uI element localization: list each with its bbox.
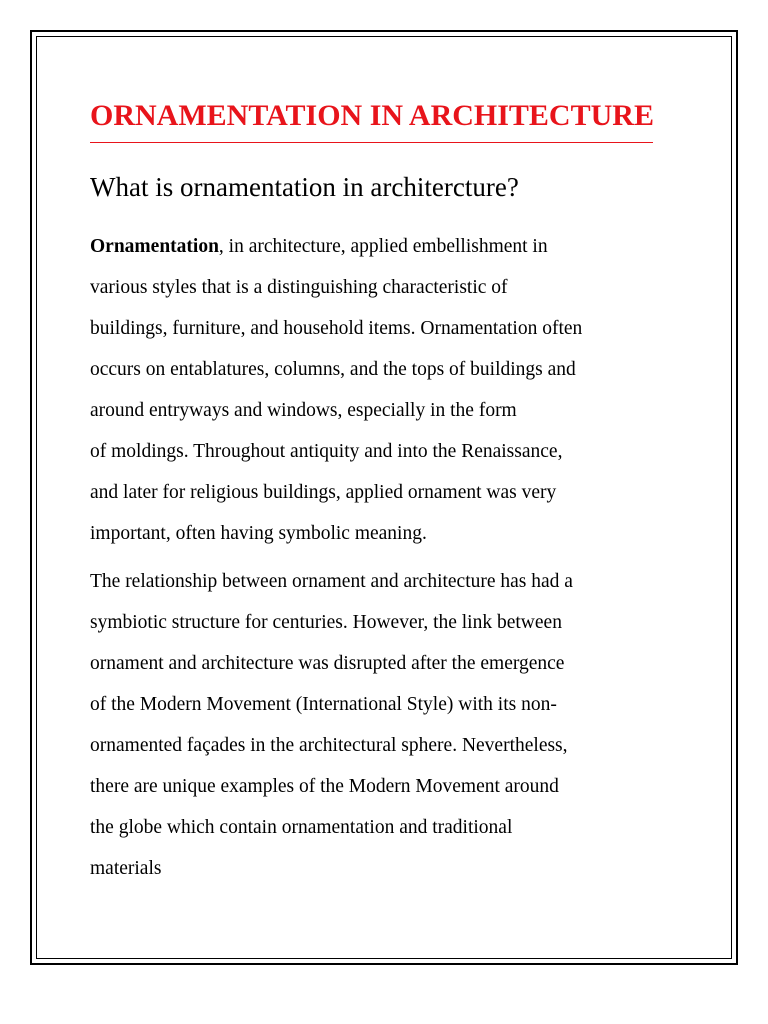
- paragraph-line: [90, 226, 690, 267]
- paragraph-definition: [90, 226, 690, 554]
- paragraph-line: ornament and architecture was disrupted after the emergence: [90, 653, 565, 674]
- section-heading: What is ornamentation in architercture?: [90, 172, 519, 202]
- document-body: [90, 96, 690, 889]
- paragraph-line: and later for religious buildings, applied ornament was very: [90, 482, 557, 503]
- paragraph-line: various styles that is a distinguishing characteristic of: [90, 277, 508, 298]
- paragraph-line: the globe which contain ornamentation and traditional: [90, 817, 513, 838]
- paragraph-line: buildings, furniture, and household items. Ornamentation often: [90, 318, 583, 339]
- paragraph-relationship: [90, 561, 690, 889]
- paragraph-line: of moldings. Throughout antiquity and into the Renaissance,: [90, 441, 563, 462]
- paragraph-line-text: , in architecture, applied embellishment in: [218, 236, 548, 257]
- document-title: ORNAMENTATION IN ARCHITECTURE: [90, 99, 654, 132]
- paragraph-line: around entryways and windows, especially in the form: [90, 400, 517, 421]
- paragraph-line: important, often having symbolic meaning.: [90, 523, 427, 544]
- paragraph-line: ornamented façades in the architectural sphere. Nevertheless,: [90, 735, 568, 756]
- paragraph-line: occurs on entablatures, columns, and the tops of buildings and: [90, 359, 576, 380]
- paragraph-line: The relationship between ornament and architecture has had a: [90, 571, 573, 592]
- defined-term: Ornamentation: [90, 236, 219, 257]
- paragraph-line: there are unique examples of the Modern Movement around: [90, 776, 559, 797]
- paragraph-line: symbiotic structure for centuries. However, the link between: [90, 612, 562, 633]
- paragraph-line: of the Modern Movement (International Style) with its non-: [90, 694, 557, 715]
- title-underline: [90, 142, 653, 143]
- paragraph-line: materials: [90, 858, 162, 879]
